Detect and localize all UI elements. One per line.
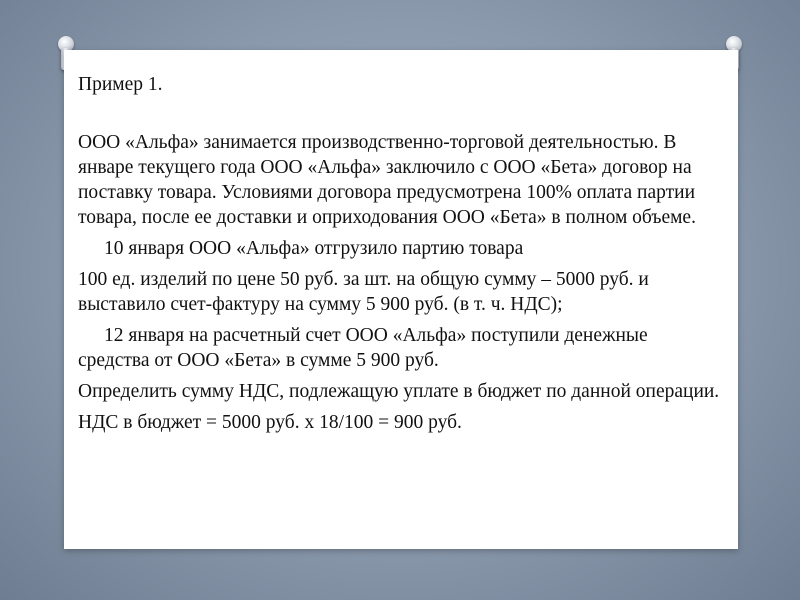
problem-description: ООО «Альфа» занимается производственно-торговой деятельностью. В январе текущего года ООО «Альфа» заключило с ООО «Бета» договор на поставку товара. Условиями договора предусмотрена 100% оплата партии товара, после ее доставки и оприходования ООО «Бета» в полном объеме.	[78, 132, 696, 228]
payment-received-line: 12 января на расчетный счет ООО «Альфа» поступили денежные средства от ООО «Бета» в сумме 5 900 руб.	[78, 325, 648, 371]
slide-title: Пример 1.	[78, 74, 163, 95]
slide-content-card	[64, 50, 738, 549]
task-statement: Определить сумму НДС, подлежащую уплате в бюджет по данной операции.	[78, 381, 720, 402]
vat-calculation: НДС в бюджет = 5000 руб. x 18/100 = 900 руб.	[78, 412, 462, 433]
shipment-details: 100 ед. изделий по цене 50 руб. за шт. на общую сумму – 5000 руб. и выставило счет-фактуру на сумму 5 900 руб. (в т. ч. НДС);	[78, 269, 649, 315]
shipment-date-line: 10 января ООО «Альфа» отгрузило партию товара	[104, 238, 524, 259]
